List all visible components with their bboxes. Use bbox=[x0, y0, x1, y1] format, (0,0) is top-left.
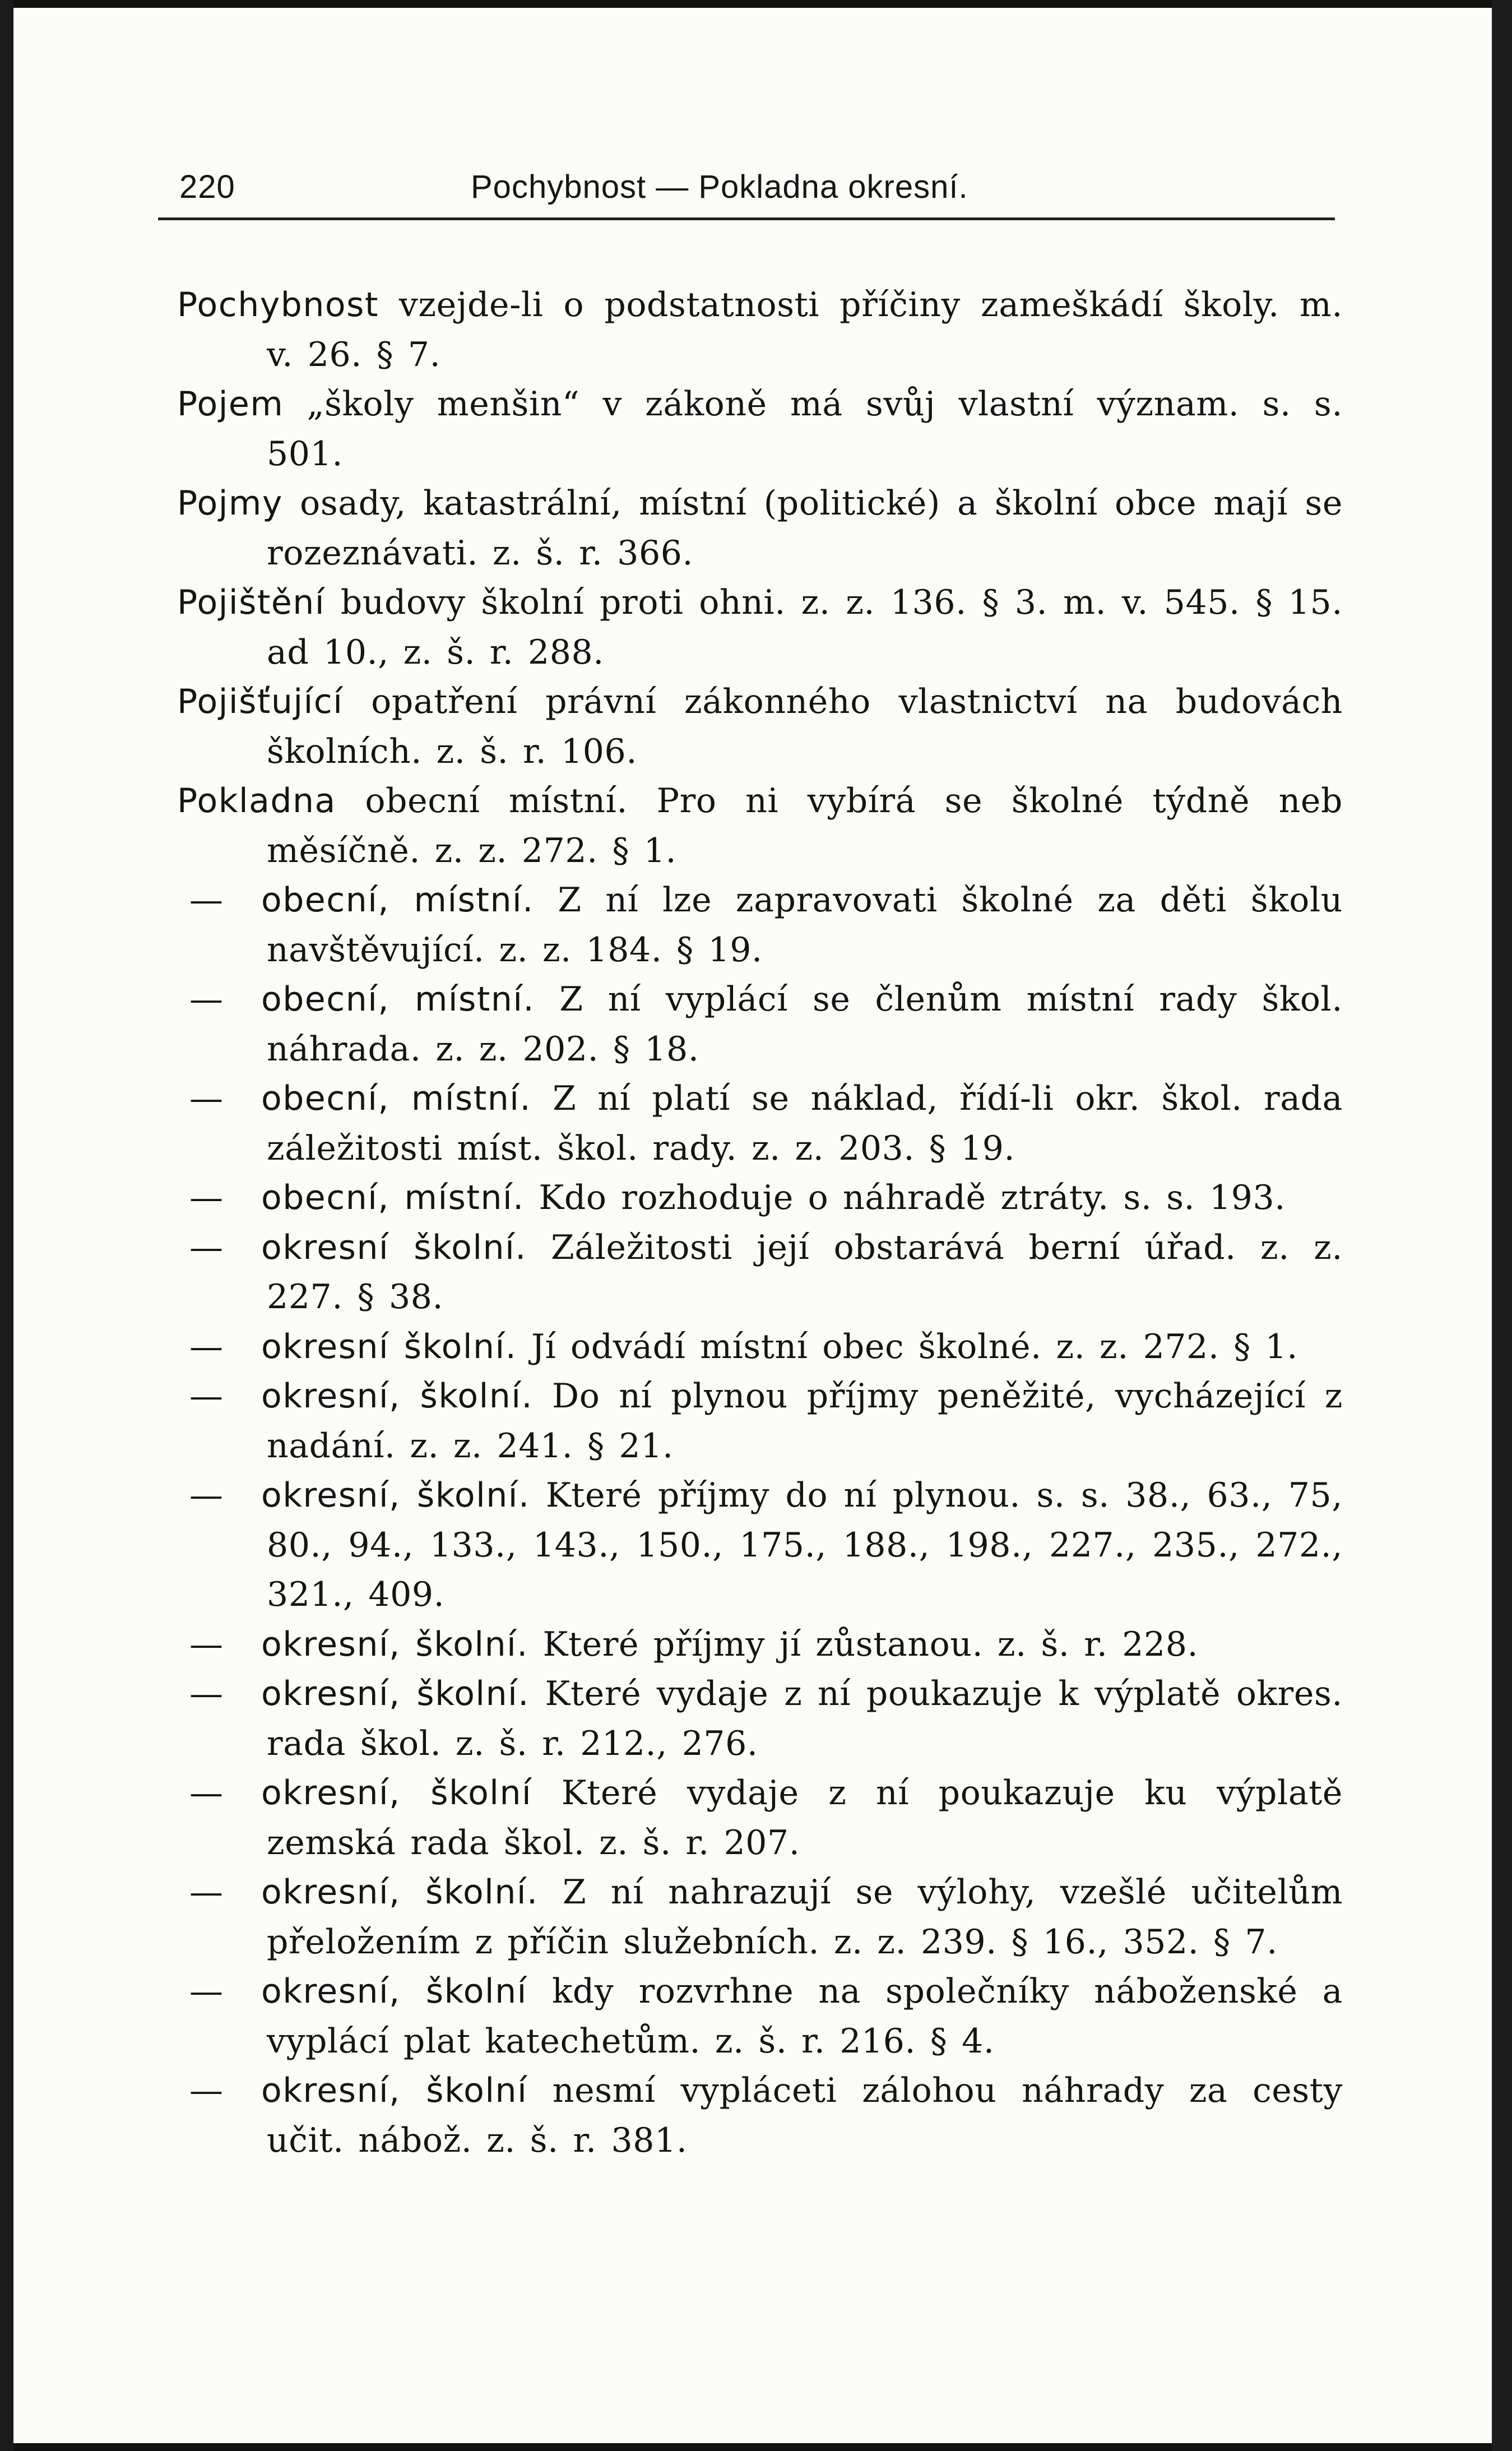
entry-headword: obecní, místní. bbox=[261, 881, 534, 920]
entry-headword: Pokladna bbox=[177, 781, 336, 821]
entry-headword: okresní, školní. bbox=[261, 1674, 530, 1713]
entry-headword: Pojišťující bbox=[177, 682, 344, 721]
entry-text: Z ní nahrazují se výlohy, vzešlé učitelům přeložením z příčin služebních. z. z. 239. § 16., 352. § 7. bbox=[267, 1873, 1343, 1962]
page-number: 220 bbox=[179, 169, 235, 205]
index-entry bbox=[177, 776, 1343, 875]
entry-text: Které příjmy jí zůstanou. z. š. r. 228. bbox=[528, 1624, 1199, 1664]
index-subentry bbox=[177, 1372, 1343, 1471]
entry-text: kdy rozvrhne na společníky náboženské a vyplácí plat katechetům. z. š. r. 216. § 4. bbox=[267, 1972, 1343, 2061]
entry-text: osady, katastrální, místní (politické) a školní obce mají se rozeznávati. z. š. r. 366. bbox=[267, 484, 1343, 573]
entry-headword: okresní, školní. bbox=[261, 1476, 530, 1515]
entry-text: Do ní plynou příjmy peněžité, vycházející z nadání. z. z. 241. § 21. bbox=[267, 1377, 1343, 1466]
index-entries bbox=[177, 280, 1343, 2165]
entry-headword: okresní školní. bbox=[261, 1227, 527, 1267]
entry-text: Jí odvádí místní obec školné. z. z. 272. § 1. bbox=[517, 1327, 1298, 1366]
entry-dash: — bbox=[189, 1674, 224, 1713]
entry-dash: — bbox=[189, 980, 224, 1019]
index-subentry bbox=[177, 2066, 1343, 2165]
entry-headword: okresní školní. bbox=[261, 1327, 517, 1366]
entry-headword: okresní, školní. bbox=[261, 1873, 539, 1912]
index-entry bbox=[177, 479, 1343, 578]
entry-headword: okresní, školní. bbox=[261, 1377, 534, 1416]
entry-dash: — bbox=[189, 1327, 224, 1366]
entry-text: Z ní vyplácí se členům místní rady škol. náhrada. z. z. 202. § 18. bbox=[267, 980, 1343, 1069]
header-rule bbox=[158, 217, 1335, 220]
entry-dash: — bbox=[189, 1773, 224, 1813]
index-subentry bbox=[177, 1173, 1343, 1223]
entry-text: Které příjmy do ní plynou. s. s. 38., 63., 75, 80., 94., 133., 143., 150., 175., 188., 198., 227., 235., 272., 321., 409. bbox=[267, 1476, 1343, 1614]
entry-text: budovy školní proti ohni. z. z. 136. § 3. m. v. 545. § 15. ad 10., z. š. r. 288. bbox=[267, 583, 1343, 672]
entry-dash: — bbox=[189, 1079, 224, 1118]
index-subentry bbox=[177, 875, 1343, 975]
entry-dash: — bbox=[189, 2071, 224, 2110]
index-subentry bbox=[177, 1322, 1343, 1372]
entry-dash: — bbox=[189, 1624, 224, 1664]
entry-headword: Pojištění bbox=[177, 583, 325, 622]
entry-dash: — bbox=[189, 1227, 224, 1267]
entry-dash: — bbox=[189, 881, 224, 920]
index-entry bbox=[177, 379, 1343, 479]
entry-text: nesmí vypláceti zálohou náhrady za cesty učit. nábož. z. š. r. 381. bbox=[267, 2071, 1343, 2160]
running-title: Pochybnost — Pokladna okresní. bbox=[471, 169, 968, 205]
entry-text: Kdo rozhoduje o náhradě ztráty. s. s. 193. bbox=[524, 1178, 1286, 1217]
entry-headword: obecní, místní. bbox=[261, 1079, 532, 1118]
entry-dash: — bbox=[189, 1972, 224, 2011]
entry-headword: okresní, školní. bbox=[261, 1624, 528, 1664]
index-subentry bbox=[177, 1868, 1343, 1967]
entry-headword: Pojmy bbox=[177, 484, 283, 523]
entry-headword: obecní, místní. bbox=[261, 980, 535, 1019]
index-subentry bbox=[177, 1074, 1343, 1173]
entry-text: opatření právní zákonného vlastnictví na budovách školních. z. š. r. 106. bbox=[267, 682, 1343, 771]
entry-headword: Pochybnost bbox=[177, 285, 379, 325]
entry-dash: — bbox=[189, 1873, 224, 1912]
entry-headword: Pojem bbox=[177, 384, 284, 424]
entry-dash: — bbox=[189, 1377, 224, 1416]
index-entry bbox=[177, 578, 1343, 677]
entry-dash: — bbox=[189, 1476, 224, 1515]
entry-text: Záležitosti její obstarává berní úřad. z. z. 227. § 38. bbox=[267, 1227, 1343, 1317]
entry-text: Z ní platí se náklad, řídí-li okr. škol. rada záležitosti míst. škol. rady. z. z. 203. § 19. bbox=[267, 1079, 1343, 1168]
page-header bbox=[179, 168, 1351, 213]
index-subentry bbox=[177, 975, 1343, 1074]
entry-text: obecní místní. Pro ni vybírá se školné týdně neb měsíčně. z. z. 272. § 1. bbox=[267, 781, 1343, 870]
index-entry bbox=[177, 677, 1343, 776]
index-entry bbox=[177, 280, 1343, 379]
scan-edge-left bbox=[0, 0, 13, 2451]
entry-text: vzejde-li o podstatnosti příčiny zameškádí školy. m. v. 26. § 7. bbox=[267, 285, 1343, 374]
entry-headword: obecní, místní. bbox=[261, 1178, 525, 1217]
index-subentry bbox=[177, 1620, 1343, 1670]
entry-headword: okresní, školní bbox=[261, 1972, 527, 2011]
scan-edge-right bbox=[1492, 0, 1512, 2451]
index-subentry bbox=[177, 1768, 1343, 1868]
index-subentry bbox=[177, 1669, 1343, 1768]
index-subentry bbox=[177, 1471, 1343, 1620]
entry-text: Které vydaje z ní poukazuje ku výplatě zemská rada škol. z. š. r. 207. bbox=[267, 1773, 1343, 1862]
index-subentry bbox=[177, 1223, 1343, 1322]
entry-text: Z ní lze zapravovati školné za děti školu navštěvující. z. z. 184. § 19. bbox=[267, 881, 1343, 970]
entry-dash: — bbox=[189, 1178, 224, 1217]
entry-text: „školy menšin“ v zákoně má svůj vlastní význam. s. s. 501. bbox=[267, 384, 1343, 474]
index-subentry bbox=[177, 1967, 1343, 2066]
entry-headword: okresní, školní bbox=[261, 1773, 532, 1813]
entry-headword: okresní, školní bbox=[261, 2071, 528, 2110]
entry-text: Které vydaje z ní poukazuje k výplatě okres. rada škol. z. š. r. 212., 276. bbox=[267, 1674, 1343, 1763]
